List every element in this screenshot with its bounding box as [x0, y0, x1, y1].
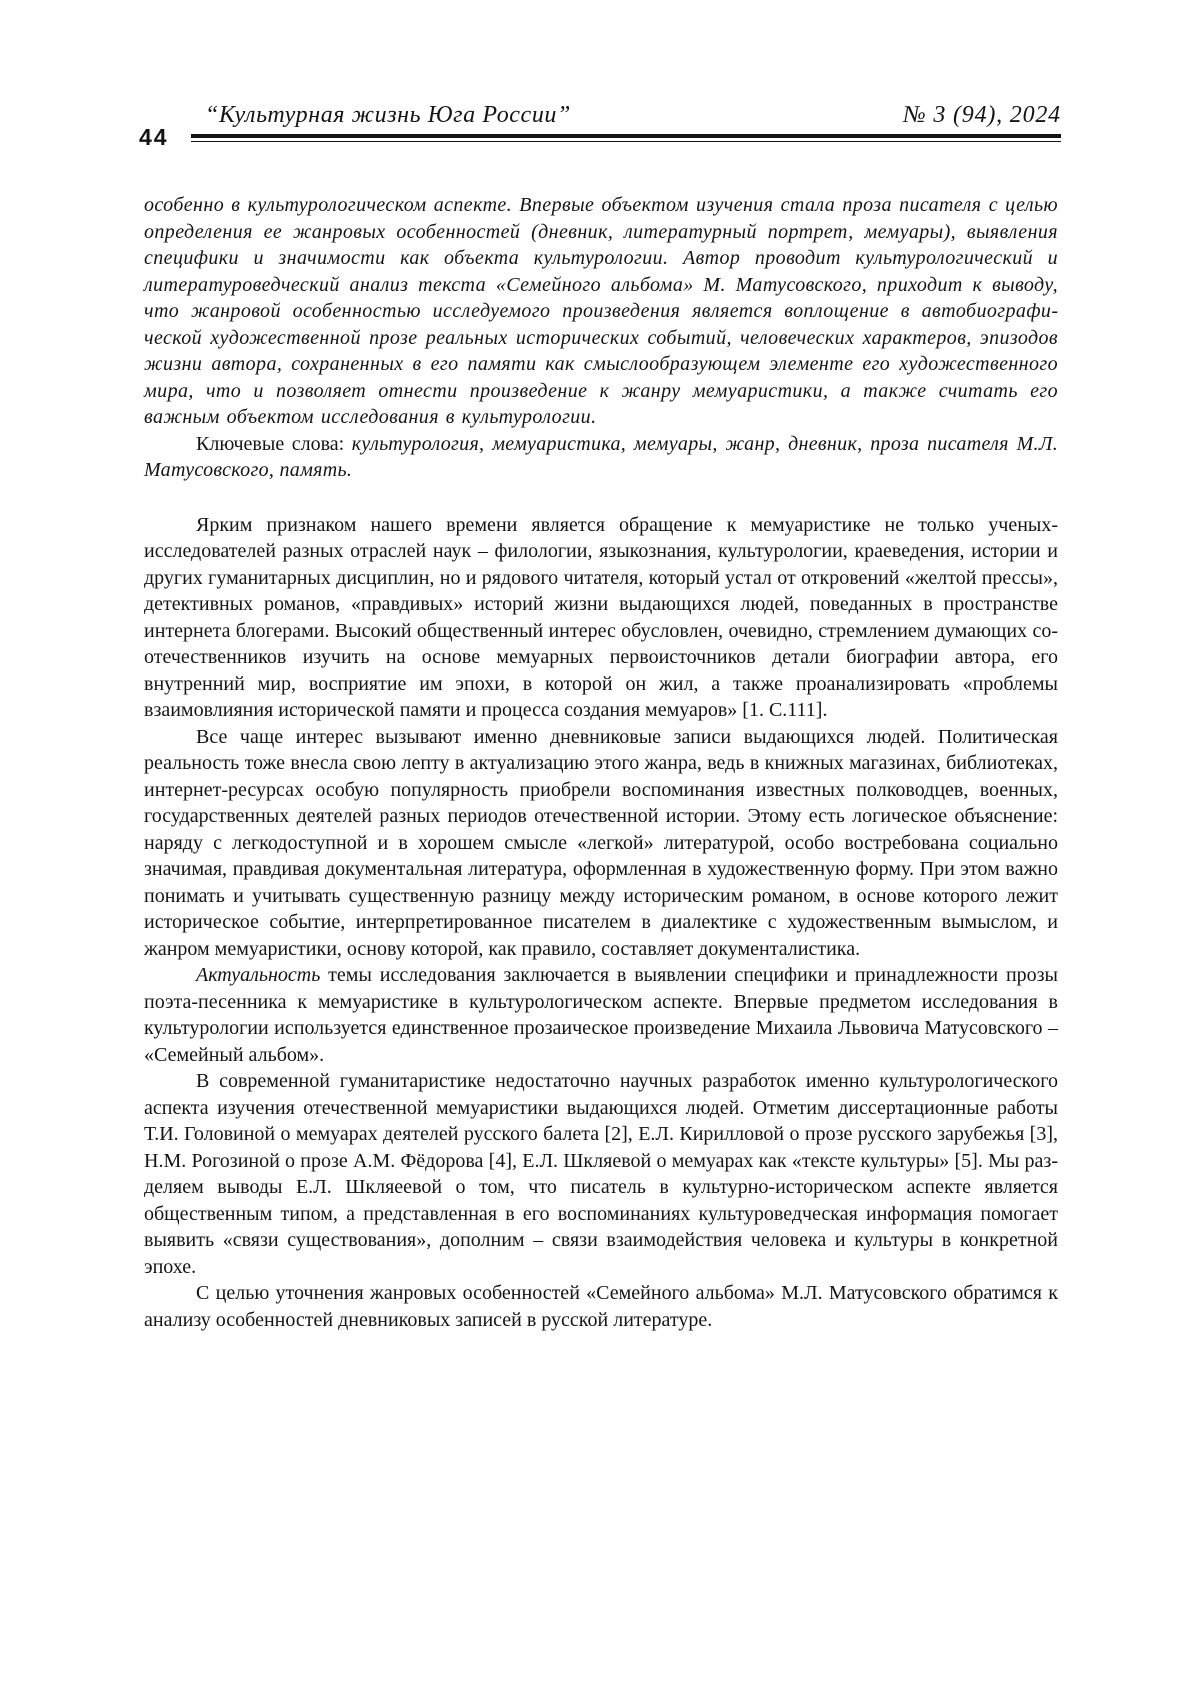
body-paragraph-3-text: темы исследования заключается в выявлении специфики и принад­лежности прозы поэта-песенника к мемуаристике в культурологическом аспекте. Впер­вые предметом исследования в культурологии используется единственное прозаическое произведение Михаила Львовича Матусовского – «Семейный альбом». [144, 964, 1058, 1066]
abstract-text: особенно в культурологическом аспекте. Впервые объектом изучения стала проза писателя с целью определения ее жанровых особенностей (дневник, литератур­ный портрет, мемуары), выявления специфики и значимости как объекта культу­рологии. Автор проводит культурологический и литературоведческий анализ тек­ста «Семейного альбома» М. Матусовского, приходит к выводу, что жанровой особенностью исследуемого произведения является воплощение в автобиографи­ческой художественной прозе реальных исторических событий, человеческих характеров, эпизодов жизни автора, сохраненных в его памяти как смыслообра­зующем элементе его художественного мира, что и позволяет отнести произве­дение к жанру мемуаристики, а также считать его важным объектом исследо­вания в культурологии. [144, 192, 1058, 431]
header-rule-thick [191, 134, 1061, 138]
body-paragraph-1: Ярким признаком нашего времени является обращение к мемуаристике не только ученых-исследователей разных отраслей наук – филологии, языкознания, культурологии, краеведения, истории и других гуманитарных дисциплин, но и рядового читателя, ко­торый устал от откровений «желтой прессы», детективных романов, «правдивых» ис­торий жизни выдающихся людей, поведанных в пространстве интернета блогерами. Высокий общественный интерес обусловлен, очевидно, стремлением думающих со­отечественников изучить на основе мемуарных первоисточников детали биографии автора, его внутренний мир, восприятие им эпохи, в которой он жил, а также проана­лизировать «проблемы взаимовлияния исторической памяти и процесса создания мему­аров» [1. С.111]. [144, 512, 1058, 724]
page-number: 44 [139, 124, 169, 151]
keywords-label: Ключевые слова: [196, 433, 344, 455]
journal-page [0, 0, 1200, 1698]
issue-number: № 3 (94), 2024 [903, 102, 1061, 129]
relevance-term: Актуальность [196, 964, 320, 986]
body-paragraph-5: С целью уточнения жанровых особенностей «Семейного альбома» М.Л. Мату­совского обратимся к анализу особенностей дневниковых записей в русской литера­туре. [144, 1280, 1058, 1333]
journal-title: “Культурная жизнь Юга России” [205, 102, 571, 129]
article-content [144, 192, 1058, 1333]
body-paragraph-2: Все чаще интерес вызывают именно дневниковые записи выдающихся людей. Политическая реальность тоже внесла свою лепту в актуализацию этого жанра, ведь в книжных магазинах, библиотеках, интернет-ресурсах особую популярность приобрели воспоминания известных полководцев, военных, государственных деятелей разных пе­риодов отечественной истории. Этому есть логическое объяснение: наряду с легкодо­ступной и в хорошем смысле «легкой» литературой, особо востребована социально значимая, правдивая документальная литература, оформленная в художественную фор­му. При этом важно понимать и учитывать существенную разницу между историче­ским романом, в основе которого лежит историческое событие, интерпретированное писателем в диалектике с художественным вымыслом, и жанром мемуаристики, осно­ву которой, как правило, составляет документалистика. [144, 724, 1058, 963]
running-header [139, 92, 1061, 142]
keywords [144, 431, 1058, 484]
keywords-text: культурология, мемуаристика, мемуары, жанр, дневник, проза писателя М.Л. Матусовского, память. [144, 433, 1058, 482]
body-paragraph-3 [144, 962, 1058, 1068]
body-paragraph-4: В современной гуманитаристике недостаточно научных разработок именно культу­рологического аспекта изучения отечественной мемуаристики выдающихся людей. Отметим диссертационные работы Т.И. Головиной о мемуарах деятелей русского балета [2], Е.Л. Кирилловой о прозе русского зарубежья [3], Н.М. Рогозиной о прозе А.М. Фёдорова [4], Е.Л. Шкляевой о мемуарах как «тексте культуры» [5]. Мы раз­деляем выводы Е.Л. Шкляеевой о том, что писатель в культурно-историческом аспек­те является общественным типом, а представленная в его воспоминаниях культуровед­ческая информация помогает выявить «связи существования», дополним – связи взаимодействия человека и культуры в конкретной эпохе. [144, 1068, 1058, 1280]
section-gap [144, 484, 1058, 512]
header-rule-thin [191, 141, 1061, 142]
